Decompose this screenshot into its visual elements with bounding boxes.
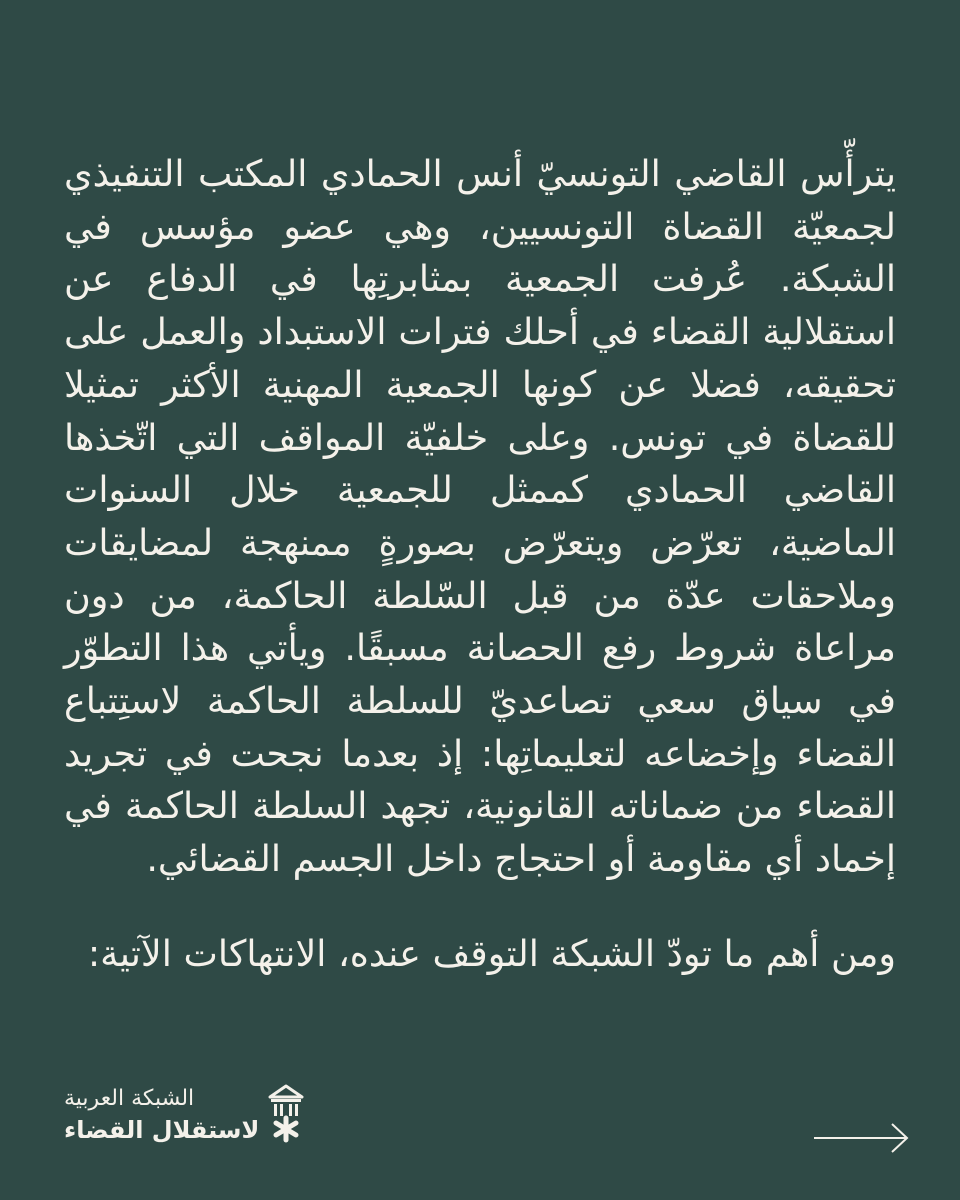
logo-text xyxy=(64,1084,259,1146)
arrow-right-icon[interactable] xyxy=(812,1122,910,1154)
violations-intro: ومن أهم ما تودّ الشبكة التوقف عنده، الانتهاكات الآتية: xyxy=(87,931,896,975)
pillar-emblem-icon xyxy=(267,1083,305,1147)
logo-line-1: الشبكة العربية xyxy=(64,1086,195,1111)
organization-logo xyxy=(64,1080,305,1150)
main-content xyxy=(64,148,896,981)
body-paragraph: يترأّس القاضي التونسيّ أنس الحمادي المكتب التنفيذي لجمعيّة القضاة التونسيين، وهي عضو مؤسس في الشبكة. عُرفت الجمعية بمثابرتِها في الدفاع عن استقلالية القضاء في أحلك فترات الاستبداد والعمل على تحقيقه، فضلا عن كونها الجمعية المهنية الأكثر تمثيلا للقضاة في تونس. وعلى خلفيّة المواقف التي اتّخذها القاضي الحمادي كممثل للجمعية خلال السنوات الماضية، تعرّض ويتعرّض بصورةٍ ممنهجة لمضايقات وملاحقات عدّة من قبل السّلطة الحاكمة، من دون مراعاة شروط رفع الحصانة مسبقًا. ويأتي هذا التطوّر في سياق سعي تصاعديّ للسلطة الحاكمة لاستِتباع القضاء وإخضاعه لتعليماتِها: إذ بعدما نجحت في تجريد القضاء من ضماناته القانونية، تجهد السلطة الحاكمة في إخماد أي مقاومة أو احتجاج داخل الجسم القضائي. xyxy=(64,152,896,881)
logo-line-2: لاستقلال القضاء xyxy=(64,1116,260,1144)
